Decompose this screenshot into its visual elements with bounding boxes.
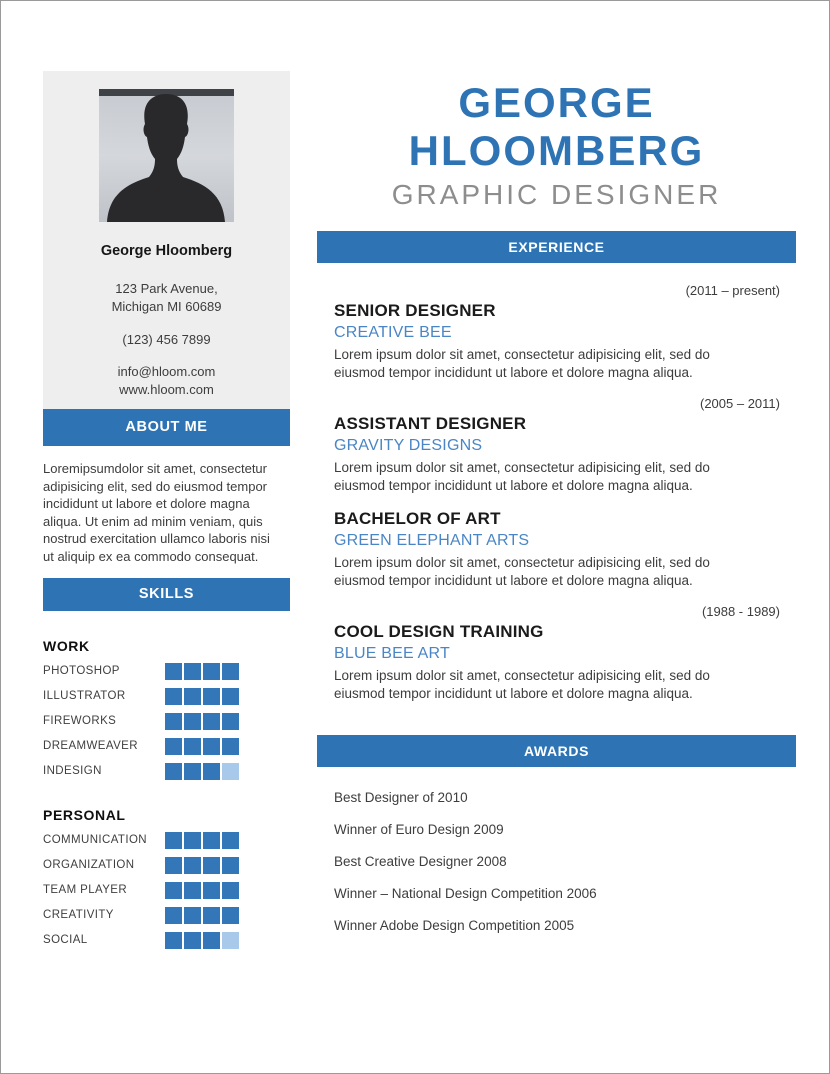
experience-entry	[317, 509, 796, 590]
skill-row	[43, 831, 290, 849]
skills-group	[43, 638, 290, 780]
skill-rating	[165, 688, 239, 705]
entry-role: SENIOR DESIGNER	[334, 301, 496, 320]
rating-square	[222, 763, 239, 780]
rating-square	[222, 882, 239, 899]
skill-name: DREAMWEAVER	[43, 740, 138, 752]
skill-name: ILLUSTRATOR	[43, 690, 126, 702]
skill-name: FIREWORKS	[43, 715, 117, 727]
skill-row	[43, 931, 290, 949]
entry-date: (2011 – present)	[685, 283, 780, 298]
rating-square	[203, 713, 220, 730]
address-line2: Michigan MI 60689	[111, 298, 222, 314]
about-me-section-header: ABOUT ME	[43, 409, 290, 446]
experience-entries	[317, 283, 796, 703]
entry-company: CREATIVE BEE	[334, 324, 452, 341]
skills-group-label: PERSONAL	[43, 807, 126, 823]
skill-row	[43, 737, 290, 755]
skill-row	[43, 687, 290, 705]
award-item: Winner Adobe Design Competition 2005	[334, 918, 575, 933]
about-me-text: Loremipsumdolor sit amet, consectetur adipisicing elit, sed do eiusmod tempor incididunt ut labore et dolore magna aliqua. Ut enim ad minim veniam, quis nostrud exercitation ullamco laboris nisi ut aliquip ex ea commodo consequat.	[43, 461, 270, 564]
award-item: Best Creative Designer 2008	[334, 854, 507, 869]
rating-square	[184, 763, 201, 780]
skill-name: CREATIVITY	[43, 909, 114, 921]
profile-photo	[99, 89, 234, 222]
rating-square	[165, 738, 182, 755]
rating-square	[184, 882, 201, 899]
entry-description: Lorem ipsum dolor sit amet, consectetur adipisicing elit, sed do eiusmod tempor incididunt ut labore et dolore magna aliqua.	[334, 460, 710, 493]
skill-rating	[165, 738, 239, 755]
rating-square	[222, 907, 239, 924]
contact-phone: (123) 456 7899	[122, 332, 211, 347]
job-title: GRAPHIC DESIGNER	[391, 179, 722, 210]
rating-square	[203, 882, 220, 899]
award-item: Winner of Euro Design 2009	[334, 822, 504, 837]
rating-square	[203, 907, 220, 924]
rating-square	[184, 857, 201, 874]
skills-group	[43, 807, 290, 949]
rating-square	[222, 738, 239, 755]
skill-row	[43, 762, 290, 780]
skill-row	[43, 662, 290, 680]
entry-role: BACHELOR OF ART	[334, 509, 501, 528]
rating-square	[165, 663, 182, 680]
skill-row	[43, 881, 290, 899]
skill-row	[43, 906, 290, 924]
rating-square	[203, 663, 220, 680]
skill-rating	[165, 713, 239, 730]
contact-name: George Hloomberg	[100, 243, 233, 259]
rating-square	[184, 932, 201, 949]
rating-square	[203, 763, 220, 780]
rating-square	[165, 832, 182, 849]
skill-name: SOCIAL	[43, 934, 88, 946]
contact-email[interactable]: info@hloom.com	[117, 364, 216, 379]
sidebar	[43, 71, 290, 956]
entry-role: COOL DESIGN TRAINING	[334, 622, 544, 641]
rating-square	[165, 857, 182, 874]
rating-square	[203, 932, 220, 949]
entry-date: (2005 – 2011)	[700, 396, 780, 411]
skill-name: PHOTOSHOP	[43, 665, 120, 677]
skill-rating	[165, 857, 239, 874]
skill-name: COMMUNICATION	[43, 834, 148, 846]
rating-square	[203, 738, 220, 755]
skill-name: TEAM PLAYER	[43, 884, 128, 896]
contact-card	[43, 71, 290, 409]
entry-role: ASSISTANT DESIGNER	[334, 414, 527, 433]
experience-section-header: EXPERIENCE	[317, 231, 796, 263]
entry-description: Lorem ipsum dolor sit amet, consectetur adipisicing elit, sed do eiusmod tempor incididunt ut labore et dolore magna aliqua.	[334, 668, 710, 701]
entry-company: GREEN ELEPHANT ARTS	[334, 532, 530, 549]
rating-square	[184, 738, 201, 755]
first-name: GEORGE	[458, 79, 655, 126]
entry-date: (1988 - 1989)	[701, 604, 780, 619]
contact-website[interactable]: www.hloom.com	[119, 381, 214, 397]
last-name: HLOOMBERG	[408, 127, 705, 174]
skill-rating	[165, 832, 239, 849]
awards-list	[317, 789, 796, 934]
person-silhouette-icon	[99, 89, 234, 222]
entry-company: BLUE BEE ART	[334, 645, 450, 662]
skill-name: INDESIGN	[43, 765, 102, 777]
main-column	[317, 79, 796, 934]
skill-row	[43, 712, 290, 730]
skill-name: ORGANIZATION	[43, 859, 135, 871]
rating-square	[184, 832, 201, 849]
rating-square	[165, 688, 182, 705]
rating-square	[165, 763, 182, 780]
rating-square	[184, 907, 201, 924]
address-line1: 123 Park Avenue,	[115, 281, 218, 296]
skill-rating	[165, 763, 239, 780]
name-header	[317, 79, 796, 213]
rating-square	[222, 832, 239, 849]
awards-section-header: AWARDS	[317, 735, 796, 767]
contact-address	[43, 280, 290, 315]
award-item: Winner – National Design Competition 2006	[334, 886, 597, 901]
skill-rating	[165, 907, 239, 924]
rating-square	[222, 713, 239, 730]
experience-entry	[317, 396, 796, 495]
skill-row	[43, 856, 290, 874]
rating-square	[222, 688, 239, 705]
skills-section-header: SKILLS	[43, 578, 290, 611]
rating-square	[184, 688, 201, 705]
experience-entry	[317, 604, 796, 703]
skills-group-label: WORK	[43, 638, 90, 654]
rating-square	[203, 832, 220, 849]
skill-rating	[165, 663, 239, 680]
rating-square	[165, 932, 182, 949]
entry-description: Lorem ipsum dolor sit amet, consectetur adipisicing elit, sed do eiusmod tempor incididunt ut labore et dolore magna aliqua.	[334, 347, 710, 380]
rating-square	[165, 713, 182, 730]
entry-description: Lorem ipsum dolor sit amet, consectetur adipisicing elit, sed do eiusmod tempor incididunt ut labore et dolore magna aliqua.	[334, 555, 710, 588]
award-item: Best Designer of 2010	[334, 790, 468, 805]
rating-square	[222, 663, 239, 680]
rating-square	[203, 857, 220, 874]
entry-company: GRAVITY DESIGNS	[334, 437, 483, 454]
rating-square	[165, 882, 182, 899]
rating-square	[184, 663, 201, 680]
rating-square	[184, 713, 201, 730]
rating-square	[203, 688, 220, 705]
skill-rating	[165, 932, 239, 949]
rating-square	[165, 907, 182, 924]
skill-rating	[165, 882, 239, 899]
rating-square	[222, 857, 239, 874]
skills-groups	[43, 638, 290, 949]
experience-entry	[317, 283, 796, 382]
rating-square	[222, 932, 239, 949]
contact-links	[43, 363, 290, 398]
